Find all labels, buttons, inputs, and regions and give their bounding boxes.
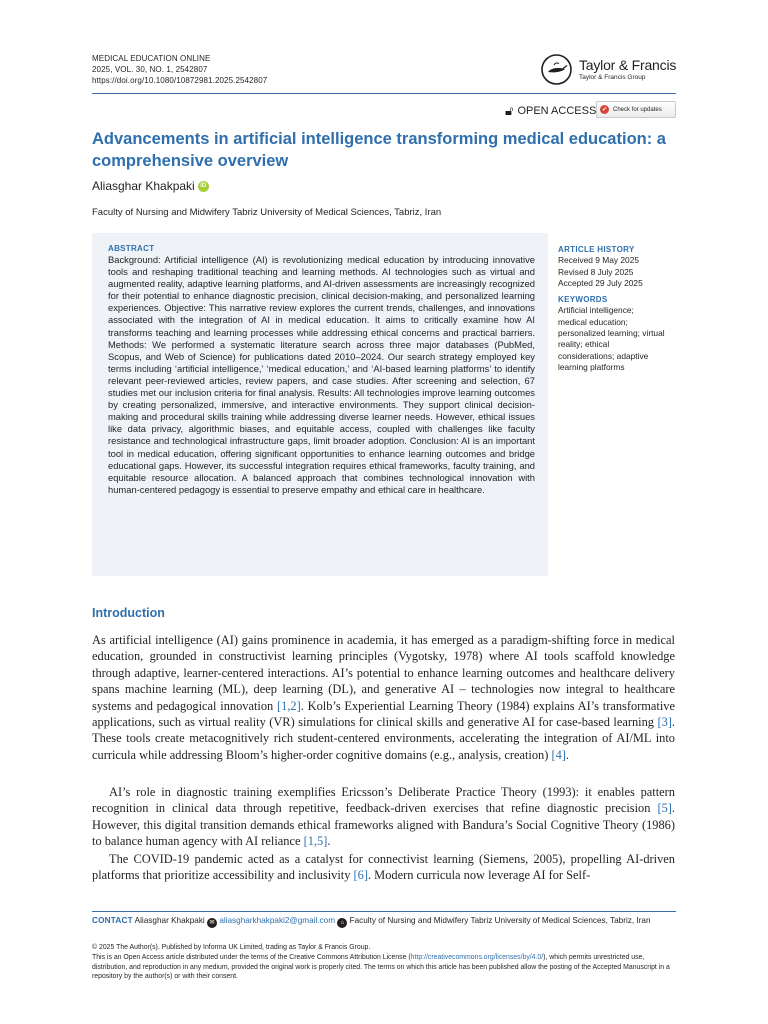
citation-link[interactable]: [3] [657,715,672,730]
body-text: . However, this digital transition demands ethical frameworks aligned with Bandura’s Social Cognitive Theory (1986) to balance human agency with AI reliance [92,801,675,849]
body-text: AI’s role in diagnostic training exemplifies Ericsson’s Deliberate Practice Theory (1993): it enables pattern recognition in clinical data through repetitive, feedback-driven exercises that refine diagnostic precision [92,785,675,816]
body-text: . [565,747,570,762]
citation-link[interactable]: [4] [551,747,566,762]
email-icon: ✉ [207,918,217,928]
history-received: Received 9 May 2025 [558,255,640,266]
citation-link[interactable]: [1,2] [277,698,301,713]
citation-link[interactable]: [1,5] [303,834,328,849]
journal-name: MEDICAL EDUCATION ONLINE [92,54,211,63]
citation-link[interactable]: [6] [353,868,368,883]
contact-info [92,916,676,928]
body-text: . [327,834,331,849]
body-text: . Kolb’s Experiential Learning Theory (1984) explains AI’s transformative applications, such as virtual reality (VR) simulations for clinical skills and generative AI for case-based learning [92,698,675,730]
intro-paragraph-1 [92,632,675,763]
body-text: As artificial intelligence (AI) gains prominence in academia, it has emerged as a paradigm-shifting force in medical education, grounded in constructivist learning principles (Vygotsky, 1978) where AI tools scaffold knowledge through adaptive, learner-centered interactions. AI’s potential to enhance learning outcomes and healthcare delivery spans machine learning (ML), deep learning (DL), and generative AI – technologies now integral to healthcare systems and pedagogical innovation [92,633,675,713]
history-accepted: Accepted 29 July 2025 [558,277,643,288]
publisher-group: Taylor & Francis Group [579,74,646,81]
keyword-line: medical education; [558,316,628,327]
abstract-heading: ABSTRACT [108,244,155,253]
lamp-icon [541,54,572,85]
intro-paragraph-2 [92,784,675,850]
article-history-heading: ARTICLE HISTORY [558,245,635,254]
check-for-updates-label: Check for updates [613,106,662,113]
open-lock-icon: 🔓︎ [505,103,514,118]
journal-volume: 2025, VOL. 30, NO. 1, 2542807 [92,65,208,74]
contact-label: CONTACT [92,916,133,925]
abstract-text: Background: Artificial intelligence (AI) is revolutionizing medical education by introducing innovative tools and reshaping traditional teaching and learning methods. AI technologies such as virtual and augmented reality, adaptive learning platforms, and AI-driven assessments are increasingly recognized for their potential to enhance diagnostic precision, clinical decision-making, and personalized learning experiences. Objective: This narrative review explores the current trends, challenges, and innovations associated with the integration of AI in medical education. It aims to critically examine how AI transforms teaching and learning processes while addressing ethical concerns and practical barriers. Methods: We performed a systematic literature search across three major databases (PubMed, Scopus, and Web of Science) for publications dated 2010–2024. Our search strategy employed key terms including ‘artificial intelligence,’ ‘medical education,’ and ‘AI-based learning platforms’ to identify relevant peer-reviewed articles, review papers, and case studies. After screening and selection, 67 studies met our inclusion criteria for final analysis. Results: All technologies improve learning outcomes by creating personalized, immersive, and interactive environments. They support clinical decision-making and procedural skills training while addressing diverse learner needs. However, ethical issues like data privacy, algorithmic biases, and equitable access, coupled with challenges like faculty resistance and technological infrastructure gaps, limit broader adoption. Conclusion: AI is an important tool in medical education, offering significant opportunities to enhance learning outcomes and bridge educational gaps. However, its successful integration requires ethical frameworks, faculty training, and equitable resource allocation. A balanced approach that combines technological innovation with human-centered pedagogy is essential to preserve empathy and ethical care in healthcare. [108,254,535,495]
keywords-heading: KEYWORDS [558,295,608,305]
orcid-icon[interactable]: iD [198,181,209,192]
open-access-badge [505,103,596,119]
body-text: The COVID-19 pandemic acted as a catalyst for connectivist learning (Siemens, 2005), propelling AI-driven platforms that prioritize accessibility and inclusivity [92,852,675,883]
body-text: . Modern curricula now leverage AI for Self- [367,868,591,883]
update-check-icon: ✔ [601,107,608,113]
keyword-line: learning platforms [558,361,625,372]
doi-link[interactable]: https://doi.org/10.1080/10872981.2025.2542807 [92,76,268,85]
license-text: ), which permits unrestricted use, distribution, and reproduction in any medium, provided the original work is properly cited. The terms on which this article has been published allow the posting of the Accepted Manuscript in a repository by the author(s) or with their consent. [92,954,670,981]
license-notice [92,953,676,982]
footer-divider [92,911,676,912]
article-title: Advancements in artificial intelligence transforming medical education: a comprehensive overview [92,130,666,170]
open-access-label: OPEN ACCESS [517,105,597,117]
publisher-name: Taylor & Francis [579,57,677,73]
license-link[interactable]: http://creativecommons.org/licenses/by/4.0/ [410,954,544,961]
contact-email-link[interactable]: aliasgharkhakpaki2@gmail.com [219,916,336,925]
article-sidebar [558,244,678,373]
author-affiliation: Faculty of Nursing and Midwifery Tabriz University of Medical Sciences, Tabriz, Iran [92,207,442,218]
copyright-notice: © 2025 The Author(s). Published by Informa UK Limited, trading as Taylor & Francis Group. [92,944,371,951]
keyword-line: Artificial intelligence; [558,305,634,316]
keyword-line: considerations; adaptive [558,350,649,361]
intro-paragraph-3 [92,851,675,884]
journal-citation [92,53,267,86]
contact-address: Faculty of Nursing and Midwifery Tabriz University of Medical Sciences, Tabriz, Iran [349,916,651,925]
body-text: . These tools create metacognitively rich student-centered environments, accelerating the integration of AI/ML into curricula while addressing Bloom’s higher-order cognitive domains (e.g., analysis, creation) [92,715,675,762]
citation-link[interactable]: [5] [657,801,672,816]
author-line [92,179,209,193]
history-revised: Revised 8 July 2025 [558,266,634,277]
header-divider [92,93,676,94]
contact-name: Aliasghar Khakpaki [134,916,205,925]
keyword-line: reality; ethical [558,339,610,350]
keyword-line: personalized learning; virtual [558,328,665,339]
address-icon: ⌂ [337,918,347,928]
check-for-updates-button[interactable] [596,101,676,118]
author-name[interactable]: Aliasghar Khakpaki [92,179,195,193]
introduction-heading: Introduction [92,606,165,620]
publisher-logo[interactable] [541,52,681,88]
license-text: This is an Open Access article distributed under the terms of the Creative Commons Attribution License ( [92,954,411,961]
